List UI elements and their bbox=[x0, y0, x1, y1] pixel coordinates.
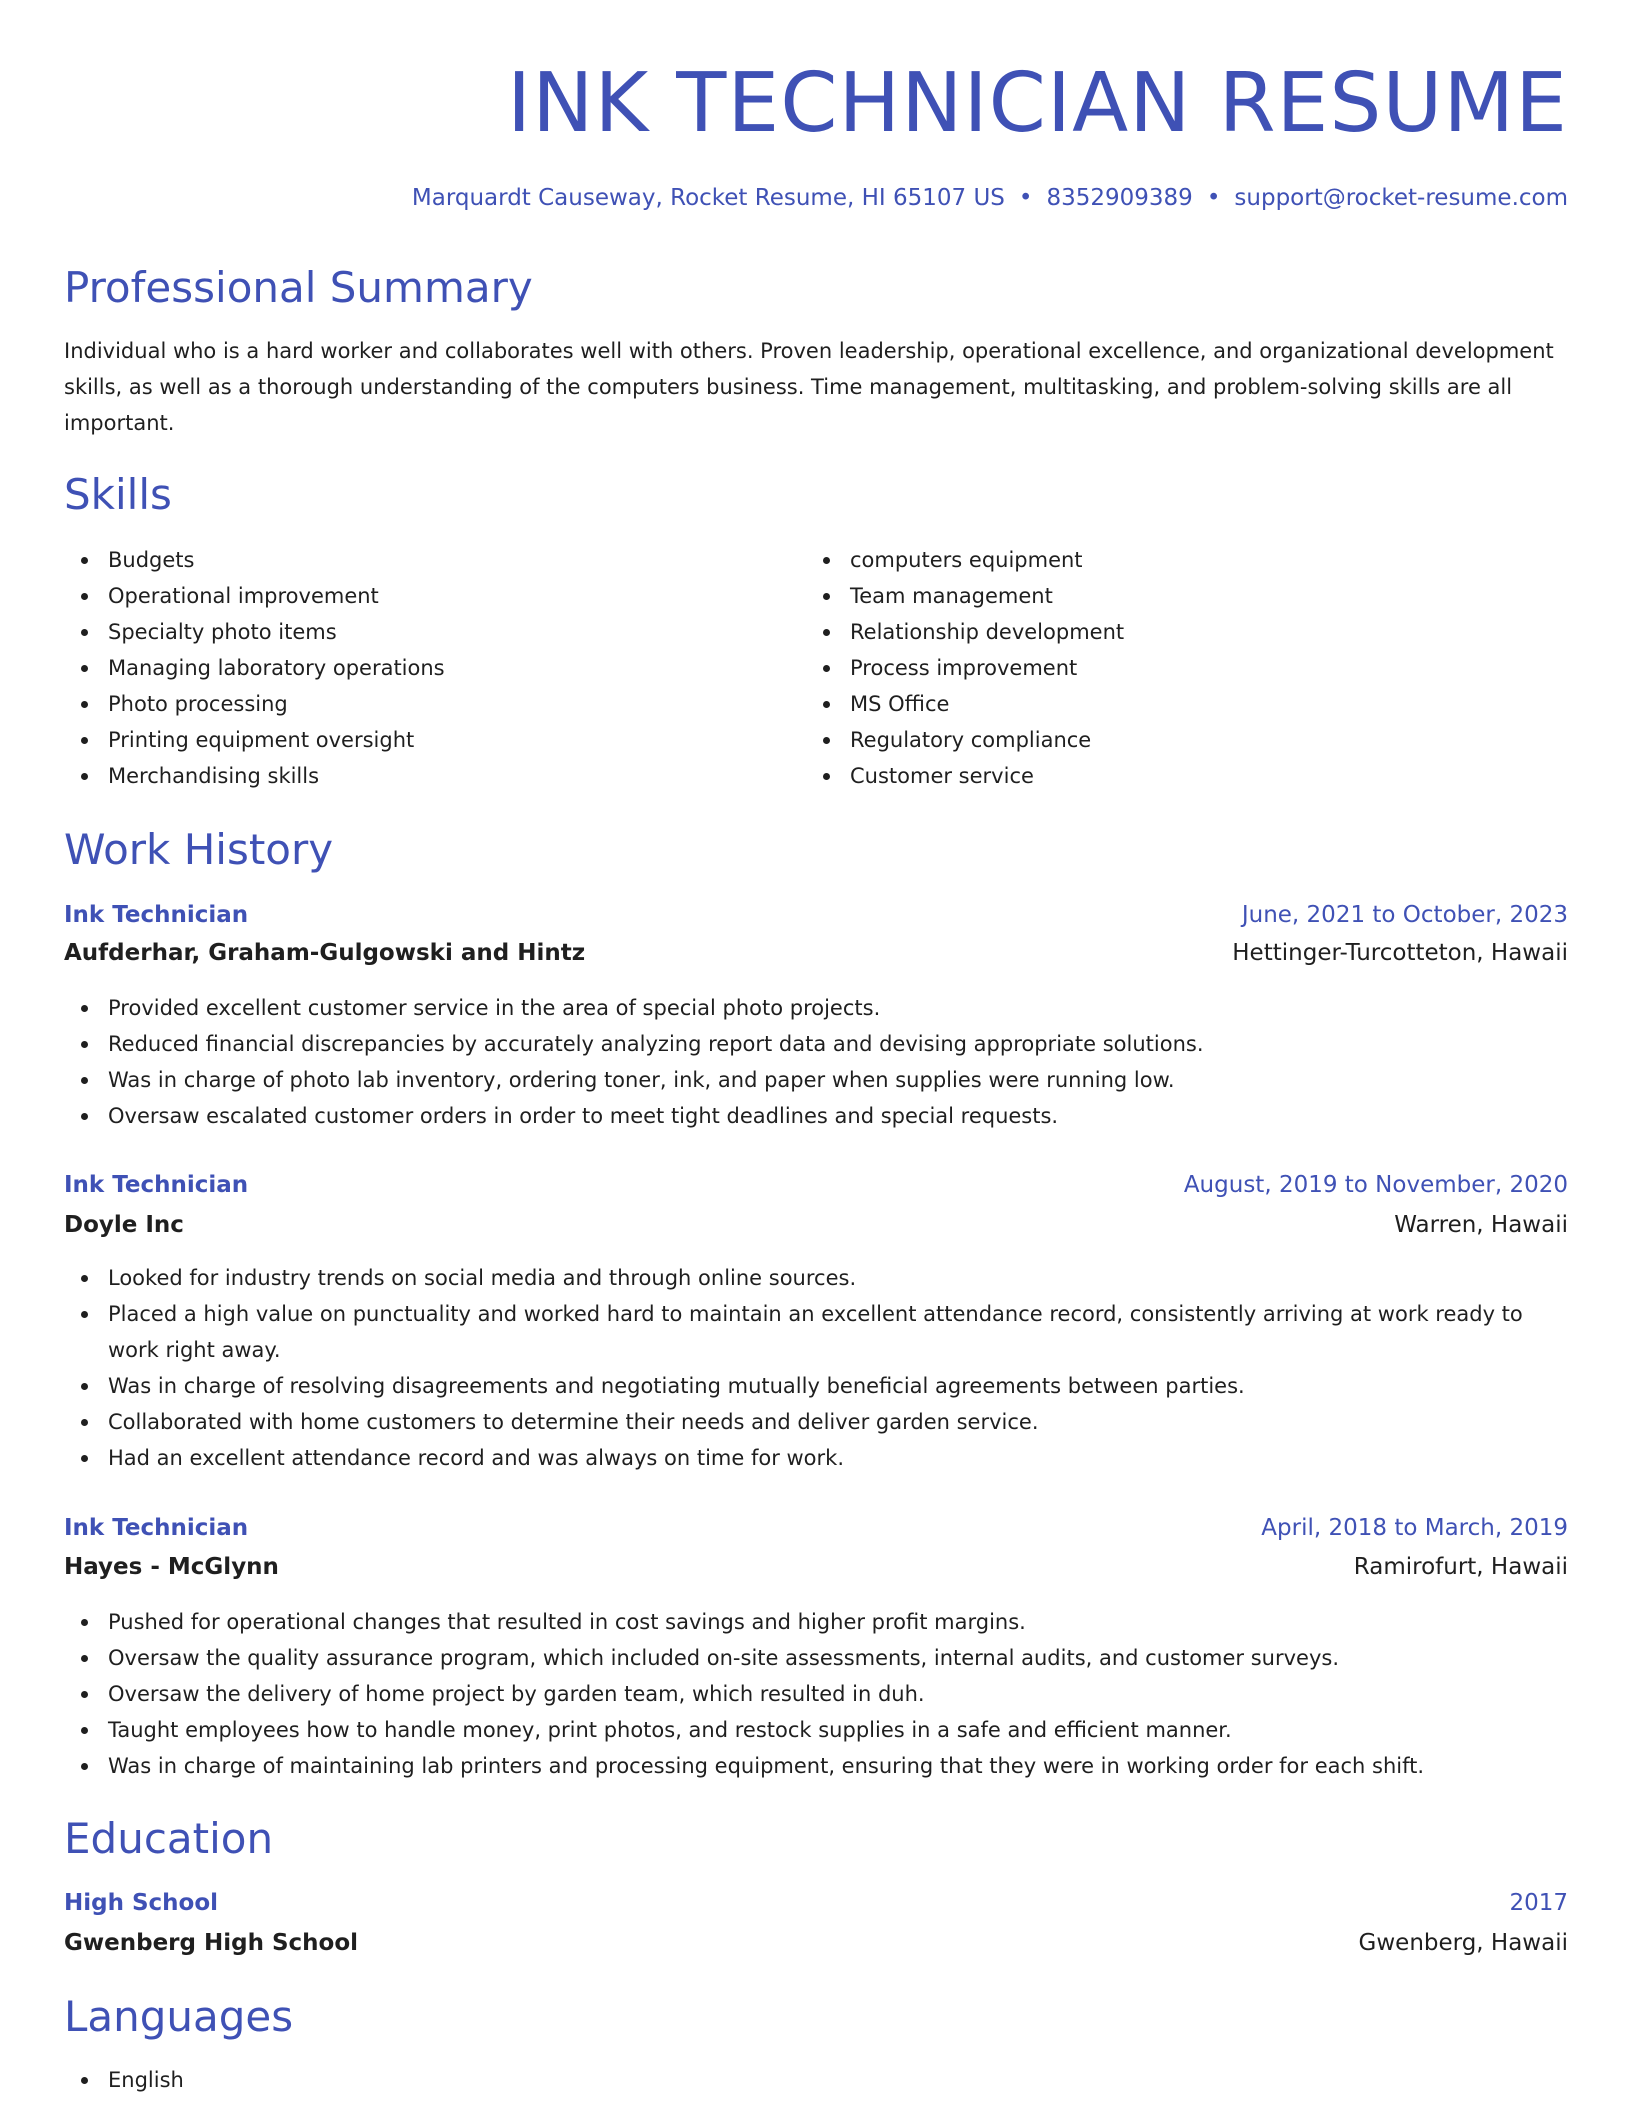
skills-heading: Skills bbox=[64, 470, 172, 519]
contact-email[interactable]: support@rocket-resume.com bbox=[1234, 185, 1568, 211]
job-location: Hettinger-Turcotteton, Hawaii bbox=[1232, 940, 1568, 966]
contact-separator: • bbox=[1018, 185, 1033, 211]
skill-item: Merchandising skills bbox=[64, 758, 764, 794]
job-location: Warren, Hawaii bbox=[1394, 1212, 1568, 1238]
job-dates: June, 2021 to October, 2023 bbox=[1241, 902, 1568, 928]
job-bullets bbox=[64, 1260, 1568, 1476]
job-employer bbox=[64, 1207, 1568, 1243]
skill-item: Process improvement bbox=[806, 650, 1506, 686]
education-location: Gwenberg, Hawaii bbox=[1358, 1930, 1568, 1956]
job-title: Ink Technician bbox=[64, 1515, 249, 1541]
education-heading: Education bbox=[64, 1814, 274, 1863]
job-bullets bbox=[64, 990, 1568, 1134]
skills-list-left bbox=[64, 542, 764, 794]
education-school: Gwenberg High School bbox=[64, 1930, 359, 1956]
job-employer bbox=[64, 1549, 1568, 1585]
skill-item: Managing laboratory operations bbox=[64, 650, 764, 686]
job-bullet: Reduced financial discrepancies by accurately analyzing report data and devising appropriate solutions. bbox=[64, 1026, 1568, 1062]
job-header bbox=[64, 897, 1568, 933]
contact-phone: 8352909389 bbox=[1046, 185, 1193, 211]
education-degree: High School bbox=[64, 1890, 219, 1916]
education-header bbox=[64, 1885, 1568, 1921]
contact-separator: • bbox=[1206, 185, 1221, 211]
job-bullets bbox=[64, 1604, 1568, 1784]
languages-list bbox=[64, 2062, 764, 2098]
skill-item: Relationship development bbox=[806, 614, 1506, 650]
job-company: Hayes - McGlynn bbox=[64, 1554, 279, 1580]
job-bullet: Placed a high value on punctuality and worked hard to maintain an excellent attendance record, consistently arriving at work ready to work right away. bbox=[64, 1296, 1568, 1368]
education-year: 2017 bbox=[1509, 1890, 1568, 1916]
job-bullet: Collaborated with home customers to determine their needs and deliver garden service. bbox=[64, 1404, 1568, 1440]
education-school-row bbox=[64, 1925, 1568, 1961]
job-title: Ink Technician bbox=[64, 1172, 249, 1198]
skill-item: Photo processing bbox=[64, 686, 764, 722]
skill-item: Team management bbox=[806, 578, 1506, 614]
summary-heading: Professional Summary bbox=[64, 263, 533, 312]
skills-list-right bbox=[806, 542, 1506, 794]
job-employer bbox=[64, 935, 1568, 971]
skill-item: MS Office bbox=[806, 686, 1506, 722]
job-bullet: Taught employees how to handle money, print photos, and restock supplies in a safe and efficient manner. bbox=[64, 1712, 1568, 1748]
skill-item: Printing equipment oversight bbox=[64, 722, 764, 758]
job-dates: August, 2019 to November, 2020 bbox=[1183, 1172, 1568, 1198]
job-location: Ramirofurt, Hawaii bbox=[1353, 1554, 1568, 1580]
job-company: Aufderhar, Graham-Gulgowski and Hintz bbox=[64, 940, 586, 966]
job-bullet: Oversaw escalated customer orders in order to meet tight deadlines and special requests. bbox=[64, 1098, 1568, 1134]
job-bullet: Pushed for operational changes that resulted in cost savings and higher profit margins. bbox=[64, 1604, 1568, 1640]
job-bullet: Was in charge of photo lab inventory, ordering toner, ink, and paper when supplies were running low. bbox=[64, 1062, 1568, 1098]
skill-item: Specialty photo items bbox=[64, 614, 764, 650]
job-company: Doyle Inc bbox=[64, 1212, 184, 1238]
contact-address: Marquardt Causeway, Rocket Resume, HI 65107 US bbox=[411, 185, 1005, 211]
language-item: English bbox=[64, 2062, 764, 2098]
work-heading: Work History bbox=[64, 825, 334, 874]
summary-text: Individual who is a hard worker and collaborates well with others. Proven leadership, operational excellence, and organizational development skills, as well as a thorough understanding of the computers business. Time management, multitasking, and problem-solving skills are all important. bbox=[64, 339, 1554, 435]
job-bullet: Was in charge of maintaining lab printers and processing equipment, ensuring that they were in working order for each shift. bbox=[64, 1748, 1568, 1784]
job-dates: April, 2018 to March, 2019 bbox=[1261, 1515, 1568, 1541]
job-bullet: Was in charge of resolving disagreements and negotiating mutually beneficial agreements between parties. bbox=[64, 1368, 1568, 1404]
job-title: Ink Technician bbox=[64, 902, 249, 928]
skill-item: Operational improvement bbox=[64, 578, 764, 614]
languages-heading: Languages bbox=[64, 1992, 294, 2041]
job-header bbox=[64, 1510, 1568, 1546]
skill-item: Regulatory compliance bbox=[806, 722, 1506, 758]
job-bullet: Oversaw the delivery of home project by garden team, which resulted in duh. bbox=[64, 1676, 1568, 1712]
skill-item: Customer service bbox=[806, 758, 1506, 794]
job-bullet: Oversaw the quality assurance program, which included on-site assessments, internal audits, and customer surveys. bbox=[64, 1640, 1568, 1676]
job-bullet: Had an excellent attendance record and was always on time for work. bbox=[64, 1440, 1568, 1476]
job-bullet: Provided excellent customer service in the area of special photo projects. bbox=[64, 990, 1568, 1026]
skill-item: computers equipment bbox=[806, 542, 1506, 578]
contact-line bbox=[412, 180, 1568, 216]
skill-item: Budgets bbox=[64, 542, 764, 578]
job-bullet: Looked for industry trends on social media and through online sources. bbox=[64, 1260, 1568, 1296]
resume-title: INK TECHNICIAN RESUME bbox=[506, 56, 1568, 151]
job-header bbox=[64, 1167, 1568, 1203]
